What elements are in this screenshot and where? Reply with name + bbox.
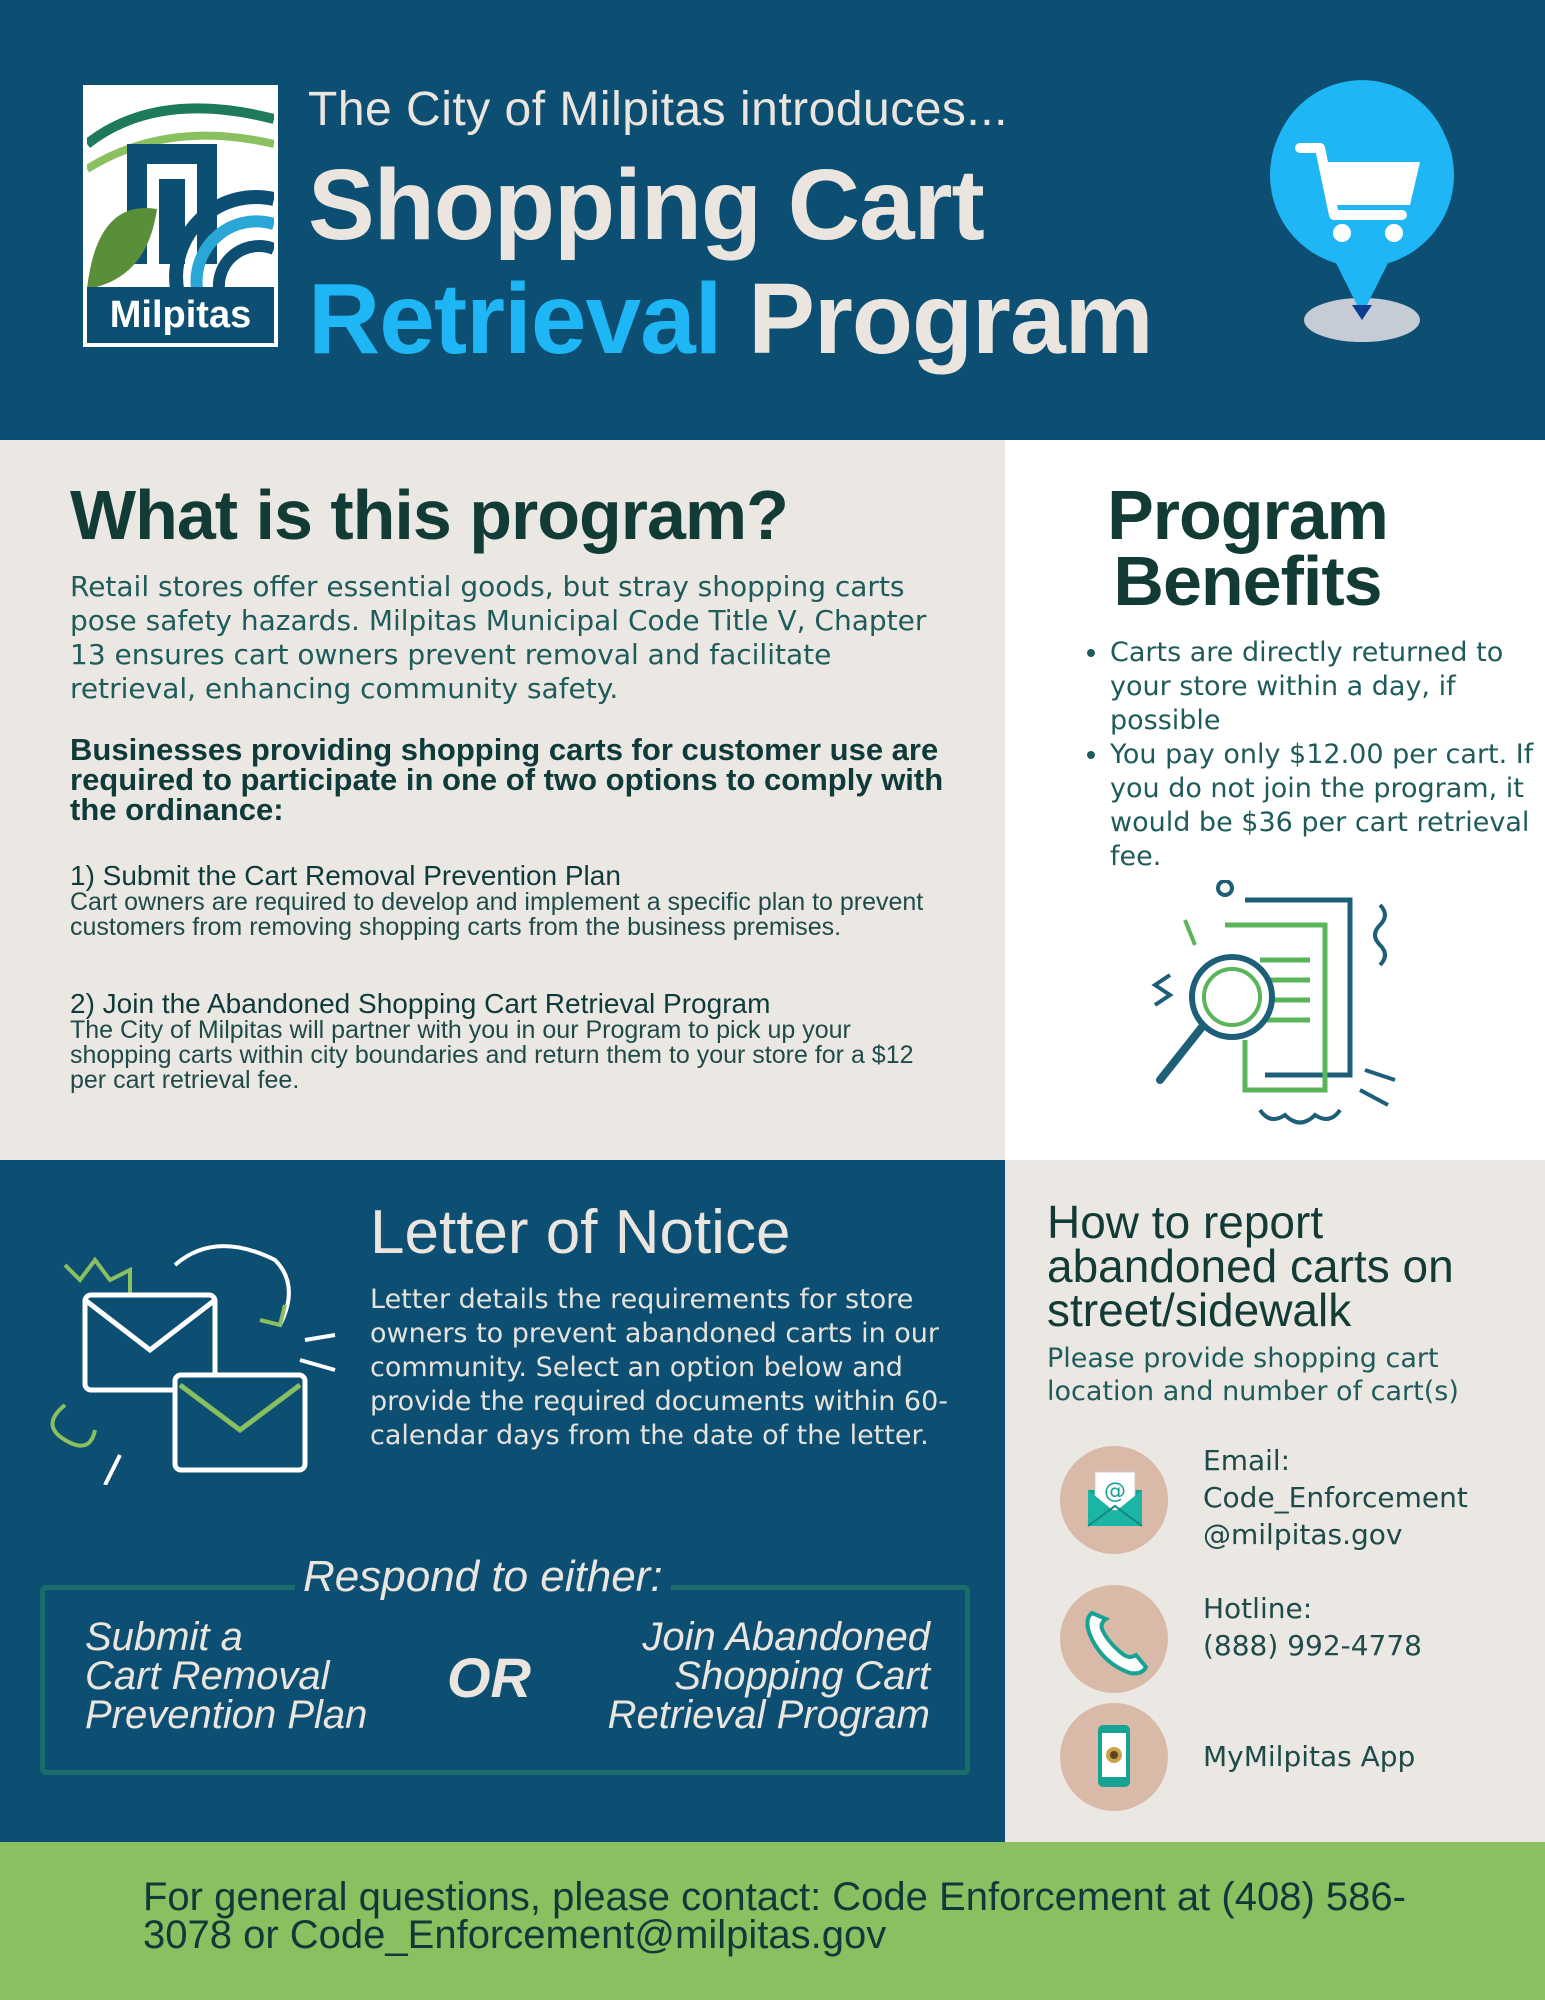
what-title: What is this program? (70, 476, 788, 554)
logo-text: Milpitas (109, 294, 252, 336)
email-value[interactable]: Code_Enforcement (1203, 1481, 1468, 1514)
svg-text:@: @ (1104, 1479, 1126, 1504)
page-title-line1: Shopping Cart (308, 149, 984, 261)
option-2-title: 2) Join the Abandoned Shopping Cart Retrieval Program (70, 988, 771, 1019)
option-1 (70, 862, 950, 940)
email-icon (1060, 1446, 1168, 1554)
respond-option-left (85, 1615, 368, 1737)
what-paragraph-2: Businesses providing shopping carts for customer use are required to participate in one of two options to comply with the ordinance: (70, 732, 944, 827)
respond-right-line: Join Abandoned (642, 1615, 930, 1659)
title-rest: Program (748, 263, 1153, 375)
respond-option-right (560, 1615, 930, 1737)
report-subtitle: Please provide shopping cart location and number of cart(s) (1047, 1343, 1459, 1407)
hotline-label: Hotline: (1203, 1592, 1313, 1625)
benefits-list (1075, 636, 1540, 874)
report-title: How to report abandoned carts on street/sidewalk (1047, 1196, 1454, 1336)
title-accent: Retrieval (308, 263, 722, 375)
option-1-title: 1) Submit the Cart Removal Prevention Plan (70, 860, 621, 891)
app-circle (1060, 1703, 1168, 1811)
envelopes-icon (35, 1225, 345, 1485)
document-search-icon (1150, 880, 1410, 1140)
respond-left-line: Cart Removal (85, 1654, 330, 1698)
email-contact[interactable] (1203, 1442, 1533, 1553)
hotline-contact[interactable] (1203, 1590, 1533, 1664)
email-circle (1060, 1446, 1168, 1554)
option-2 (70, 990, 950, 1093)
phone-icon (1060, 1585, 1168, 1693)
email-value-domain[interactable]: @milpitas.gov (1203, 1518, 1403, 1551)
respond-left-line: Submit a (85, 1615, 243, 1659)
what-paragraph-1: Retail stores offer essential goods, but stray shopping carts pose safety hazards. Milpitas Municipal Code Title V, Chapter 13 ensures cart owners prevent removal and facilitate retrieval, enhancing community safety. (70, 570, 927, 705)
notice-title: Letter of Notice (370, 1198, 791, 1267)
milpitas-logo (83, 85, 278, 347)
respond-or: OR (447, 1646, 531, 1709)
email-label: Email: (1203, 1444, 1291, 1477)
intro-text: The City of Milpitas introduces... (308, 83, 1008, 136)
benefits-title: Program Benefits (1107, 476, 1388, 620)
phone-circle (1060, 1585, 1168, 1693)
footer-text: For general questions, please contact: Code Enforcement at (408) 586-3078 or Code_Enforcement@milpitas.gov (143, 1875, 1406, 1957)
app-contact[interactable]: MyMilpitas App (1203, 1740, 1416, 1773)
option-2-body: The City of Milpitas will partner with you in our Program to pick up your shopping carts within city boundaries and return them to your store for a $12 per cart retrieval fee. (70, 1016, 914, 1094)
respond-left-line: Prevention Plan (85, 1693, 368, 1737)
page-title-line2 (308, 262, 1153, 377)
mobile-app-icon (1060, 1703, 1168, 1811)
benefit-item: • You pay only $12.00 per cart. If you do not join the program, it would be $36 per cart retrieval fee. (1110, 738, 1540, 874)
shopping-cart-pin-icon (1262, 80, 1462, 360)
notice-body: Letter details the requirements for store owners to prevent abandoned carts in our community. Select an option below and provide the required documents within 60-calendar days from the date of the letter. (370, 1284, 949, 1451)
option-1-body: Cart owners are required to develop and implement a specific plan to prevent customers from removing shopping carts from the business premises. (70, 888, 924, 941)
respond-right-line: Retrieval Program (607, 1693, 930, 1737)
respond-right-line: Shopping Cart (674, 1654, 930, 1698)
respond-label: Respond to either: (295, 1552, 671, 1602)
hotline-value[interactable]: (888) 992-4778 (1203, 1629, 1422, 1662)
benefit-item: • Carts are directly returned to your store within a day, if possible (1110, 636, 1540, 738)
